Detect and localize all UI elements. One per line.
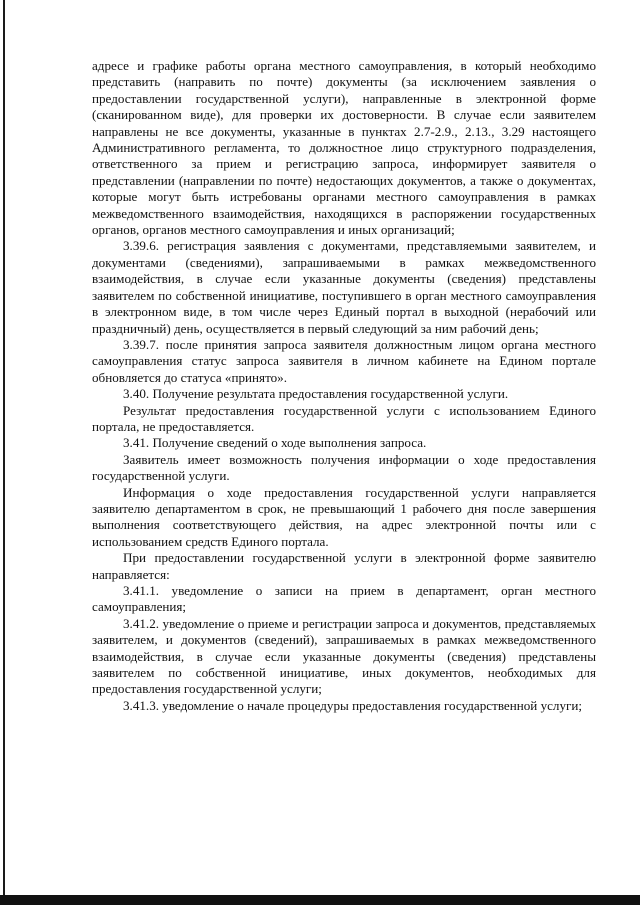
paragraph-3-41: 3.41. Получение сведений о ходе выполнения запроса. xyxy=(123,435,427,451)
paragraph: При предоставлении государственной услуги в электронной форме заявителю направляется: xyxy=(92,550,596,582)
paragraph-3-39-7: 3.39.7. после принятия запроса заявителя должностным лицом органа местного самоуправления статус запроса заявителя в личном кабинете на Едином портале обновляется до статуса «принято». xyxy=(92,336,596,385)
paragraph-3-39-6: 3.39.6. регистрация заявления с документами, представляемыми заявителем, и документами (сведениями), запрашиваемыми в рамках межведомственного взаимодействия, в случае если указанные документы (сведения) представлены заявителем по собственной инициативе, поступившего в орган местного самоуправления в электронном виде, в том числе через Единый портал в выходной (нерабочий или праздничный) день, осуществляется в первый следующий за ним рабочий день; xyxy=(92,238,596,336)
paragraph: Заявитель имеет возможность получения информации о ходе предоставления государственной услуги. xyxy=(92,451,596,484)
scan-border-bottom xyxy=(0,895,640,905)
paragraph-3-40: 3.40. Получение результата предоставления государственной услуги. xyxy=(123,386,509,402)
paragraph-3-41-1: 3.41.1. уведомление о записи на прием в департамент, орган местного самоуправления; xyxy=(92,583,596,615)
paragraph-3-41-2: 3.41.2. уведомление о приеме и регистрации запроса и документов, представляемых заявителем, и документов (сведений), запрашиваемых в рамках межведомственного взаимодействия, в случае если указанные документы (сведения) представлены заявителем по собственной инициативе, иных документов, необходимых для предоставления государственной услуги; xyxy=(92,615,596,697)
document-body xyxy=(92,58,596,714)
paragraph: адресе и графике работы органа местного самоуправления, в который необходимо представить (направить по почте) документы (за исключением заявления о предоставлении государственной услуги), направленные в электронной форме (сканированном виде), для проверки их достоверности. В случае если заявителем направлены не все документы, указанные в пунктах 2.7-2.9., 2.13., 3.29 настоящего Административного регламента, то должностное лицо структурного подразделения, ответственного за прием и регистрацию запроса, информирует заявителя о представлении (направлении по почте) недостающих документов, а также о документах, которые могут быть истребованы органами местного самоуправления в рамках межведомственного взаимодействия, находящихся в распоряжении государственных органов, органов местного самоуправления и иных организаций; xyxy=(92,58,596,238)
scan-border-left xyxy=(3,0,5,905)
paragraph-3-41-3: 3.41.3. уведомление о начале процедуры предоставления государственной услуги; xyxy=(123,697,583,713)
paragraph: Результат предоставления государственной услуги с использованием Единого портала, не предоставляется. xyxy=(92,402,596,434)
paragraph: Информация о ходе предоставления государственной услуги направляется заявителю департаментом в срок, не превышающий 1 рабочего дня после завершения выполнения соответствующего действия, на адрес электронной почты или с использованием средств Единого портала. xyxy=(92,484,596,549)
